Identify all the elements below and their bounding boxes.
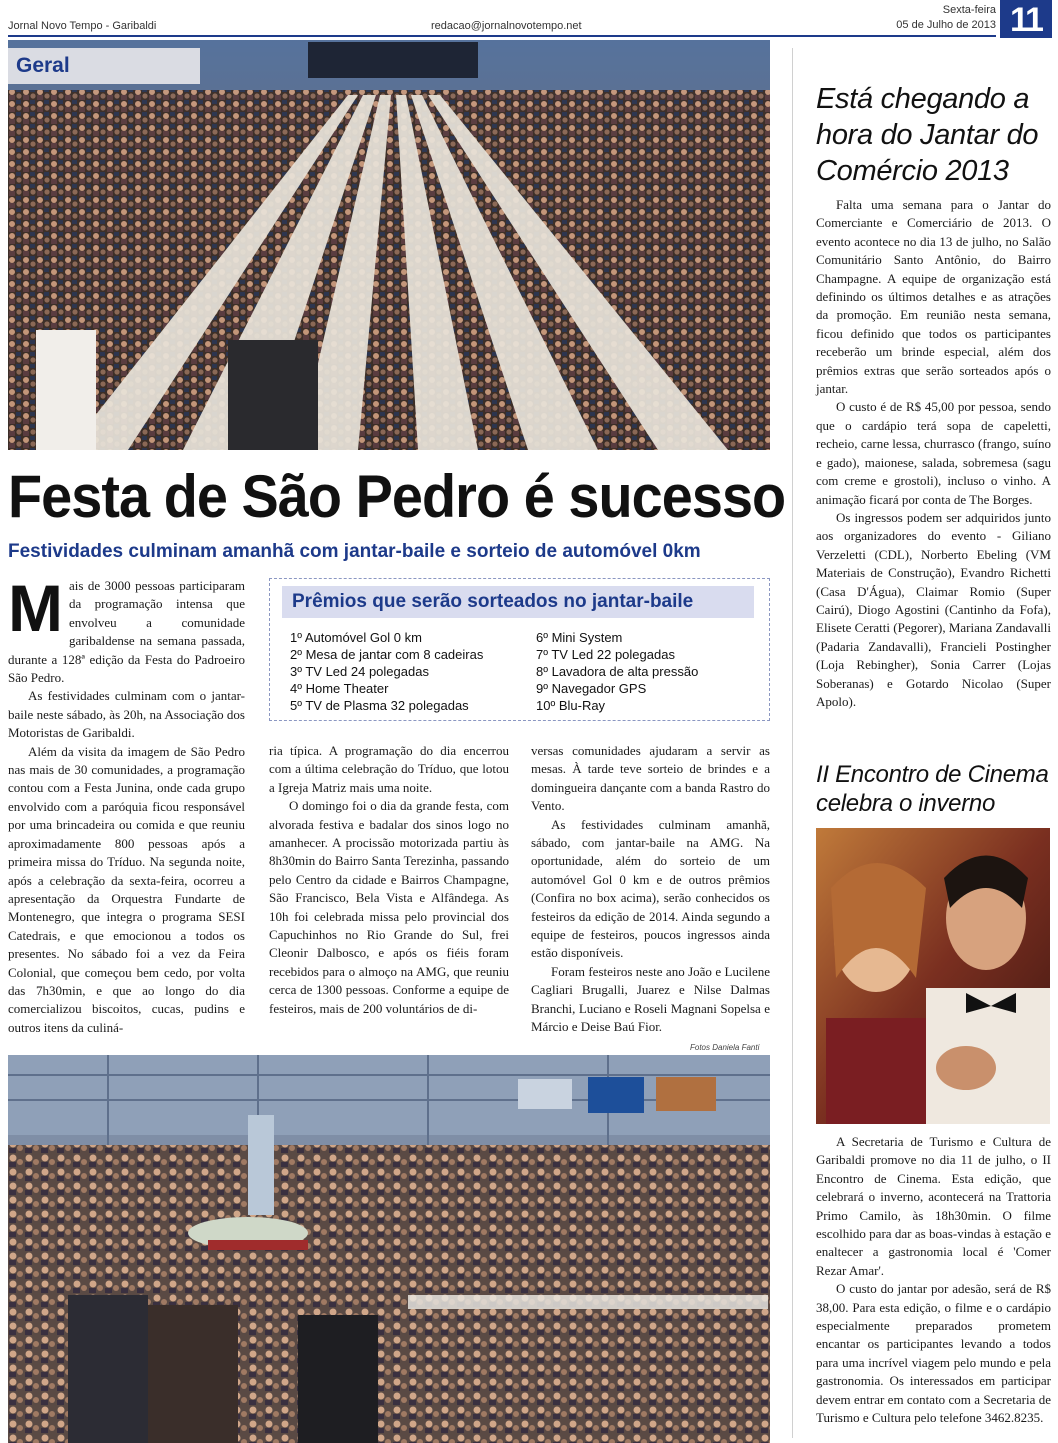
article-paragraph: Foram festeiros neste ano João e Lucilene Cagliari Brugalli, Juarez e Nilse Dalmas Branchi, Luciano e Roseli Magnani Sopelsa e Márcio e Deise Baú Fior. <box>531 963 770 1035</box>
prize-box-title: Prêmios que serão sorteados no jantar-baile <box>292 591 694 612</box>
article-column-2 <box>269 742 509 1018</box>
section-label: Geral <box>16 54 70 77</box>
prize-box-title-bar <box>282 586 754 618</box>
article-column-1 <box>8 571 245 1037</box>
article-paragraph: O custo é de R$ 45,00 por pessoa, sendo que o cardápio terá sopa de capeletti, recheio, carne lessa, churrasco (frango, suíno e gado), maionese, salada, sobremesa (sagu com creme e grostoli), incluso o vinho. A animação ficará por conta de The Borges. <box>816 399 1051 507</box>
prize-item: 2º Mesa de jantar com 8 cadeiras <box>290 647 484 662</box>
article-paragraph: Falta uma semana para o Jantar do Comerciante e Comerciário de 2013. O evento acontece no dia 13 de julho, no Salão Comunitário Santo Antônio, do Bairro Champagne. A equipe de organização está definindo os últimos detalhes e as atrações da promoção. Em reunião nesta semana, ficou definido que todos os participantes receberão um brinde especial, além dos prêmios extras que serão sorteados após o jantar. <box>816 197 1051 397</box>
photo-credit: Fotos Daniela Fanti <box>690 1043 760 1052</box>
article-paragraph: O custo do jantar por adesão, será de R$ 38,00. Para esta edição, o filme e o cardápio especialmente preparados prometem encantar os participantes levando a todos para uma incrível viagem pelo mundo e pela gastronomia. Os interessados em participar devem entrar em contato com a Secretaria de Turismo e Cultura pelo telefone 3462.8235. <box>816 1281 1051 1426</box>
article-paragraph: Os ingressos podem ser adquiridos junto aos organizadores do evento - Giliano Verzeletti (CDL), Norberto Ebeling (VM Materiais de Construção), Evandro Richetti (Casa D'Água), Claimar Romio (Super Cairú), Diogo Agostini (Cantinho da Fofa), Elisete Ceratti (Pegorer), Mariana Zandavalli (Padaria Zandavalli), Francieli Postingher (Loja Rebingher), Sonia Carrer (Lojas Soberanas) e Gotardo Nicolao (Super Apolo). <box>816 509 1051 709</box>
sidebar-article-jantar <box>816 196 1051 711</box>
page-header <box>0 0 1058 38</box>
main-headline: Festa de São Pedro é sucesso <box>8 463 786 530</box>
publication-name: Jornal Novo Tempo - Garibaldi <box>8 20 157 32</box>
prize-list-left <box>290 629 483 714</box>
prize-item: 4º Home Theater <box>290 681 389 696</box>
section-tag <box>8 48 200 84</box>
article-paragraph: As festividades culminam amanhã, sábado, com jantar-baile na AMG. Na oportunidade, além do sorteio de um automóvel Gol 0 km e de outros prêmios (Confira no box acima), serão conhecidos os festeiros da edição de 2014. Ainda segundo a equipe de festeiros, poucos ingressos ainda estão disponíveis. <box>531 816 770 961</box>
article-paragraph: versas comunidades ajudaram a servir as mesas. À tarde teve sorteio de brindes e a domingueira dançante com a banda Rastro do Vento. <box>531 743 770 814</box>
sidebar-headline-cinema: II Encontro de Cinema celebra o inverno <box>816 761 1049 817</box>
sidebar-divider <box>792 48 793 1438</box>
prize-item: 7º TV Led 22 polegadas <box>536 647 675 662</box>
article-column-3 <box>531 742 770 1037</box>
header-rule <box>8 35 996 37</box>
article-paragraph: As festividades culminam com o jantar-baile neste sábado, às 20h, na Associação dos Motoristas de Garibaldi. <box>8 688 245 741</box>
sidebar-headline-jantar: Está chegando a hora do Jantar do Comércio 2013 <box>816 83 1039 187</box>
article-paragraph: A Secretaria de Turismo e Cultura de Garibaldi promove no dia 11 de julho, o II Encontro de Cinema. Esta edição, que celebrará o inverno, acontecerá na Trattoria Primo Camilo, às 18h30min. O filme escolhido para dar as boas-vindas à estação e enaltecer a gastronomia local é 'Comer Rezar Amar'. <box>816 1134 1051 1278</box>
prize-item: 3º TV Led 24 polegadas <box>290 664 429 679</box>
contact-email[interactable]: redacao@jornalnovotempo.net <box>431 20 582 32</box>
prize-list-right <box>536 629 698 714</box>
page-number: 11 <box>1000 0 1052 38</box>
prize-item: 10º Blu-Ray <box>536 698 606 713</box>
article-paragraph: Além da visita da imagem de São Pedro nas mais de 30 comunidades, a programação contou com a Festa Junina, onde cada grupo envolvido com a paróquia ficou responsável por uma brincadeira ou comida e que reuniu aproximadamente 800 pessoas após a primeira missa do Tríduo. Na segunda noite, após a celebração da sexta-feira, ocorreu a apresentação da Orquestra Fundarte de Montenegro, que integra o programa SESI Catedrais, e que emocionou a todos os presentes. No sábado foi a vez da Feira Colonial, que começou bem cedo, por volta das 7h30min, e que ao longo do dia comercializou biscoitos, cucas, pudins e outros itens da culiná- <box>8 743 245 1035</box>
banquet-hall-photo <box>8 40 770 450</box>
weekday: Sexta-feira <box>942 4 996 16</box>
procession-photo <box>8 1055 770 1443</box>
article-paragraph: O domingo foi o dia da grande festa, com alvorada festiva e badalar dos sinos logo no amanhecer. A procissão motorizada partiu às 8h30min do Bairro Santa Terezinha, passando pelo Centro da cidade e Bairros Champagne, São Francisco, Bela Vista e Alfândega. As 10h foi celebrada missa pelo provincial dos Capuchinhos no Rio Grande do Sul, frei Cleonir Dalbosco, e após os fiéis foram recebidos para o almoço na AMG, que reuniu cerca de 1300 pessoas. Conforme a equipe de festeiros, mais de 200 voluntários de di- <box>269 798 509 1016</box>
prize-item: 5º TV de Plasma 32 polegadas <box>290 698 469 713</box>
prize-item: 9º Navegador GPS <box>536 681 647 696</box>
main-subheadline: Festividades culminam amanhã com jantar-baile e sorteio de automóvel 0km <box>8 541 701 562</box>
prize-item: 1º Automóvel Gol 0 km <box>290 630 422 645</box>
sidebar-article-cinema <box>816 1133 1051 1428</box>
article-paragraph: ria típica. A programação do dia encerrou com a última celebração do Tríduo, que lotou a Igreja Matriz mais uma noite. <box>269 743 509 795</box>
cinema-film-still <box>816 828 1050 1124</box>
dropcap: M <box>8 571 63 645</box>
prize-item: 8º Lavadora de alta pressão <box>536 664 699 679</box>
prize-item: 6º Mini System <box>536 630 623 645</box>
date: 05 de Julho de 2013 <box>896 19 996 31</box>
lead-paragraph: Mais de 3000 pessoas participaram da programação intensa que envolveu a comunidade garibaldense na semana passada, durante a 128ª edição da Festa do Padroeiro São Pedro. <box>8 571 245 686</box>
issue-date <box>896 3 996 33</box>
prize-box <box>269 578 770 721</box>
